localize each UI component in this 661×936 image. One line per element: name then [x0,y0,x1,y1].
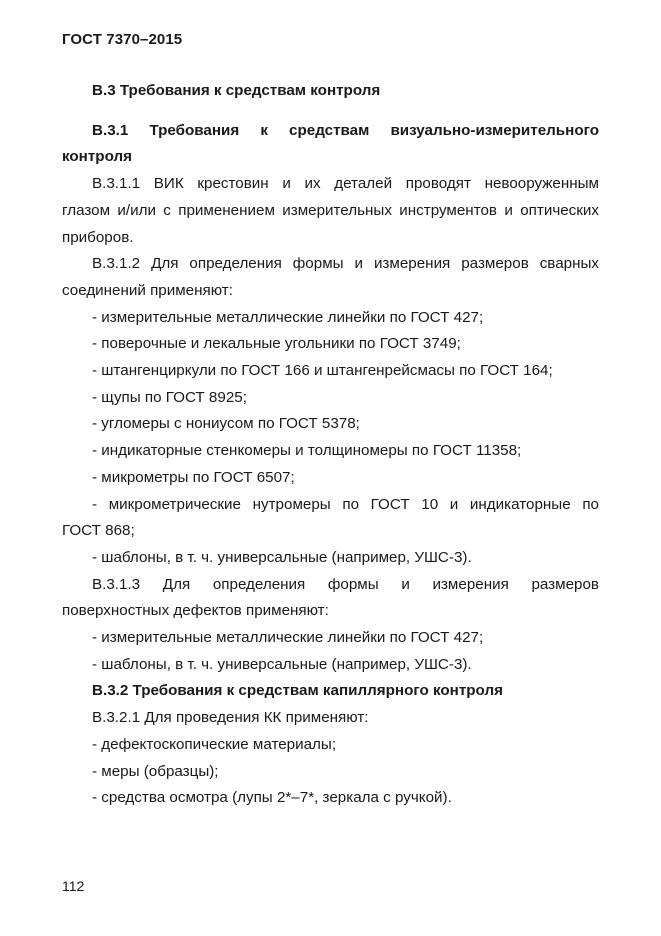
list-item: - дефектоскопические материалы; [92,735,337,753]
list-item: - шаблоны, в т. ч. универсальные (например, УШС-3). [92,655,472,673]
paragraph-b312-line1: В.3.1.2 Для определения формы и измерения размеров сварных [92,255,599,273]
paragraph-b312-line2: соединений применяют: [62,281,233,299]
list-item: - шаблоны, в т. ч. универсальные (например, УШС-3). [92,548,472,566]
document-header: ГОСТ 7370–2015 [62,31,183,48]
section-b32-title: В.3.2 Требования к средствам капиллярного контроля [92,682,503,700]
list-item: - меры (образцы); [92,762,219,780]
list-item-micrometric-line1: - микрометрические нутромеры по ГОСТ 10 и индикаторные по [92,495,599,513]
list-item: - поверочные и лекальные угольники по ГОСТ 3749; [92,335,461,353]
section-b31-title: В.3.1 Требования к средствам визуально-измерительного [92,121,599,139]
paragraph-b311-line1: В.3.1.1 ВИК крестовин и их деталей проводят невооруженным [92,175,599,193]
paragraph-b321: В.3.2.1 Для проведения КК применяют: [92,709,369,727]
list-item: - измерительные металлические линейки по ГОСТ 427; [92,308,484,326]
paragraph-b313-line1: В.3.1.3 Для определения формы и измерения размеров [92,575,599,593]
paragraph-b311-line3: приборов. [62,228,134,246]
list-item: - измерительные металлические линейки по ГОСТ 427; [92,629,484,647]
page-number: 112 [62,878,85,894]
section-b3-title: В.3 Требования к средствам контроля [92,82,381,99]
document-body [62,78,599,812]
paragraph-b311-line2: глазом и/или с применением измерительных инструментов и оптических [62,201,599,219]
list-item: - угломеры с нониусом по ГОСТ 5378; [92,415,360,433]
paragraph-b313-line2: поверхностных дефектов применяют: [62,602,329,620]
list-item: - щупы по ГОСТ 8925; [92,388,247,406]
section-b31-title-cont: контроля [62,148,132,166]
list-item: - индикаторные стенкомеры и толщиномеры по ГОСТ 11358; [92,442,522,460]
list-item: - штангенциркули по ГОСТ 166 и штангенрейсмасы по ГОСТ 164; [92,362,553,380]
list-item-micrometric-line2: ГОСТ 868; [62,522,135,540]
list-item: - средства осмотра (лупы 2*–7*, зеркала с ручкой). [92,789,452,807]
list-item: - микрометры по ГОСТ 6507; [92,468,295,486]
